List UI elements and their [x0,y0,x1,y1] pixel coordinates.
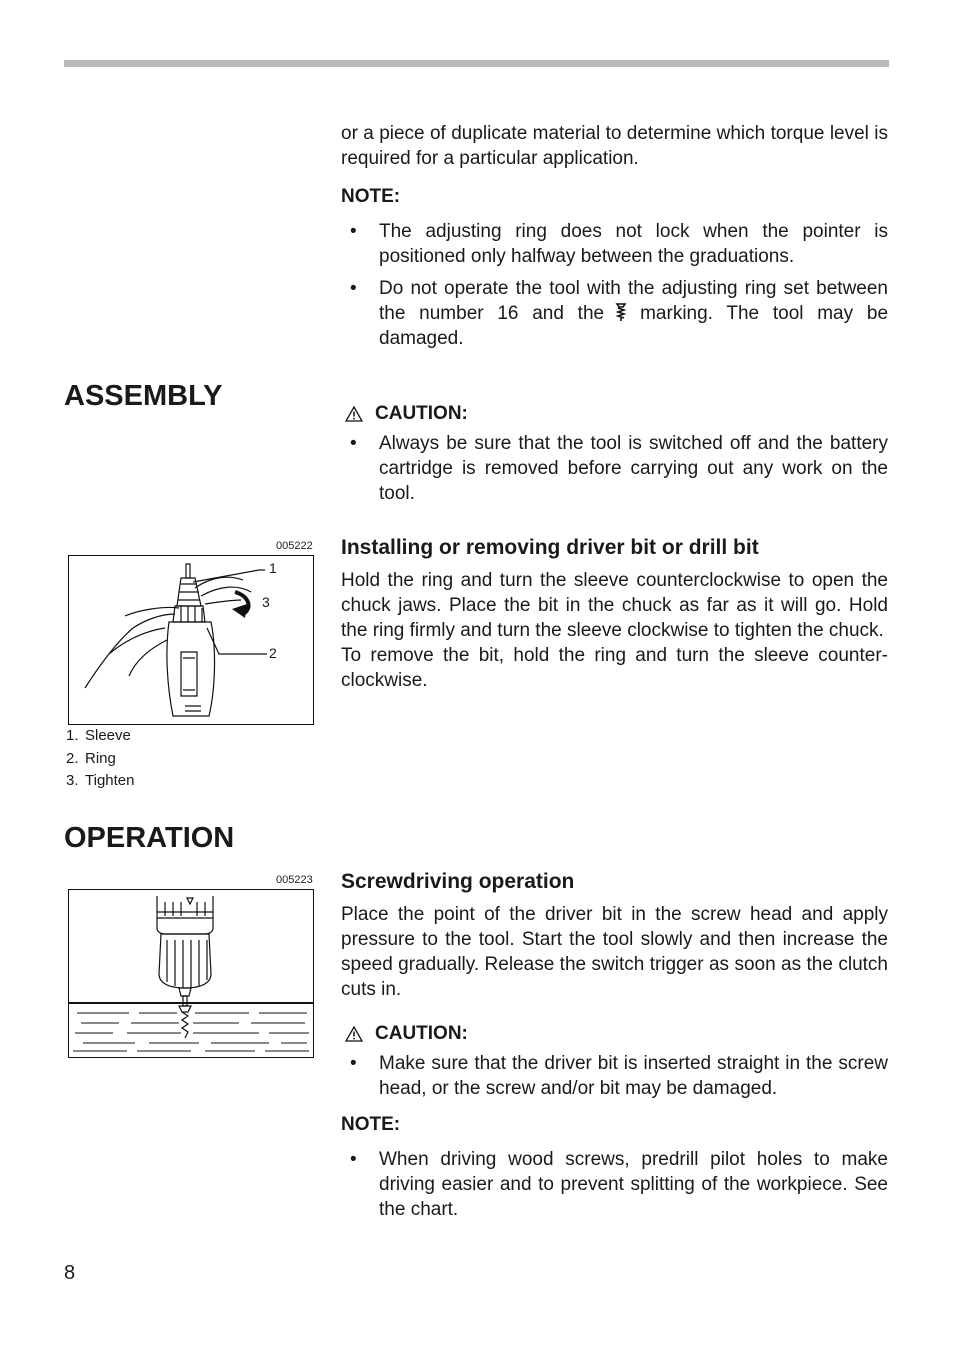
installing-paragraph [341,568,888,693]
list-item: • Make sure that the driver bit is inserted straight in the screw head, or the screw and/or bit may be damaged. [341,1051,888,1101]
section-title-assembly: ASSEMBLY [64,380,223,412]
caution-label: CAUTION: [375,1023,468,1044]
legend-num: 3. [66,772,79,789]
legend-item [66,748,134,771]
header-rule [64,60,889,67]
legend-label: Ring [85,749,116,767]
note-list [341,219,888,351]
caution-heading [341,1021,888,1046]
figure-screwdriving-illustration [68,889,314,1058]
legend-item [66,770,134,793]
figure-code: 005222 [276,540,313,552]
caution-section-operation [341,1021,888,1108]
continued-paragraph: or a piece of duplicate material to determine which torque level is required for a particular application. [341,123,888,169]
legend-num: 1. [66,727,79,744]
caution-label: CAUTION: [375,403,468,424]
list-item [341,276,888,351]
page-number: 8 [64,1262,76,1284]
installing-text-1: Hold the ring and turn the sleeve counterclockwise to open the chuck jaws. Place the bit in the chuck as far as it will go. Hold the ring firmly and turn the sleeve clockwise to tighten the chuck. [341,570,888,641]
legend-label: Sleeve [85,727,131,744]
subheading-installing: Installing or removing driver bit or drill bit [341,536,759,559]
callout-number: 3 [262,594,270,610]
caution-section-assembly [341,401,888,513]
legend-label: Tighten [85,772,135,789]
callout-number: 2 [269,645,277,661]
caution-heading [341,401,888,426]
legend-num: 2. [66,749,79,767]
note-heading: NOTE: [341,1114,401,1135]
warning-icon [345,406,363,422]
legend-item [66,725,134,748]
note-heading: NOTE: [341,186,401,207]
caution-list [341,1051,888,1101]
note-list [341,1147,888,1222]
note-section-1 [341,184,888,358]
note-section-2 [341,1112,888,1229]
list-item: • Always be sure that the tool is switched off and the battery cartridge is removed before carrying out any work on the tool. [341,431,888,506]
screwdriving-drawing [69,890,313,1057]
list-item: • The adjusting ring does not lock when the pointer is positioned only halfway between the graduations. [341,219,888,269]
drill-mode-icon [614,302,628,322]
figure-legend [66,725,134,793]
installing-text-2: To remove the bit, hold the ring and turn the sleeve counter-clockwise. [341,645,888,691]
list-item: • When driving wood screws, predrill pilot holes to make driving easier and to prevent splitting of the workpiece. See the chart. [341,1147,888,1222]
note-item-suffix: marking. The tool may be damaged. [379,303,889,349]
warning-icon [345,1026,363,1042]
drill-chuck-drawing [69,556,313,724]
subheading-screwdriving: Screwdriving operation [341,870,575,893]
callout-number: 1 [269,560,277,576]
section-title-operation: OPERATION [64,822,235,854]
caution-list [341,431,888,506]
figure-code: 005223 [276,874,313,886]
figure-chuck-illustration [68,555,314,725]
note-item-text: Do not operate the tool with the adjusting ring set between the number 16 and the [379,278,888,324]
screwdriving-paragraph: Place the point of the driver bit in the screw head and apply pressure to the tool. Start the tool slowly and then increase the speed gradually. Release the switch trigger as soon as the clutch cuts in. [341,904,888,1000]
